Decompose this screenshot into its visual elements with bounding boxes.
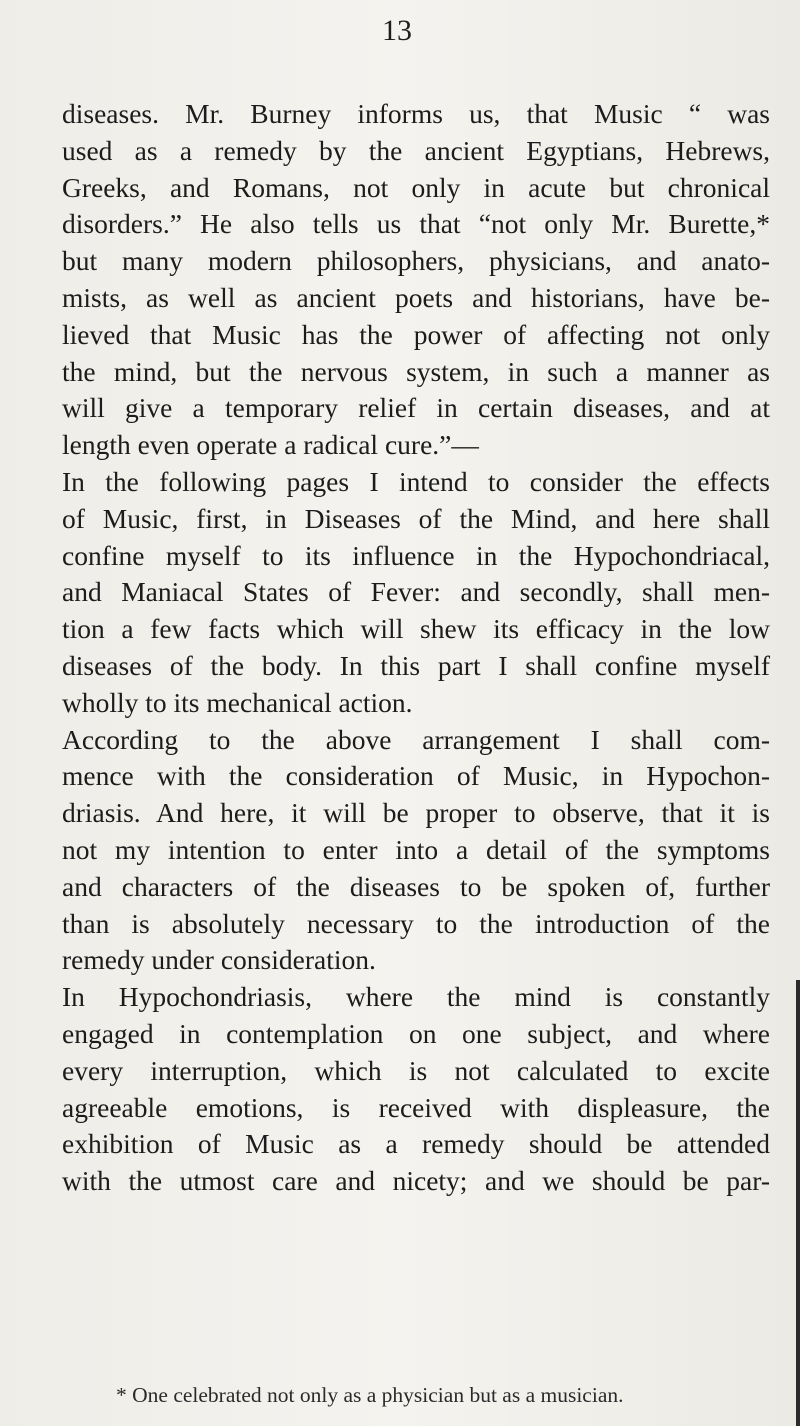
- body-text: [62, 96, 770, 1200]
- text-line: of Music, first, in Diseases of the Mind, and here shall: [62, 502, 770, 534]
- text-line: and Maniacal States of Fever: and secondly, shall men-: [62, 576, 770, 608]
- text-line: mence with the consideration of Music, in Hypochon-: [62, 760, 770, 792]
- text-line: In the following pages I intend to consider the effects: [62, 465, 770, 497]
- text-line: In Hypochondriasis, where the mind is constantly: [62, 981, 770, 1013]
- text-line: engaged in contemplation on one subject, and where: [62, 1017, 770, 1049]
- text-line: disorders.” He also tells us that “not only Mr. Burette,*: [62, 208, 770, 240]
- text-line: exhibition of Music as a remedy should be attended: [62, 1128, 770, 1160]
- page-edge-shadow: [796, 980, 800, 1426]
- footnote: * One celebrated not only as a physician but as a musician.: [116, 1383, 624, 1407]
- text-line: agreeable emotions, is received with displeasure, the: [62, 1091, 770, 1123]
- text-line: According to the above arrangement I shall com-: [62, 723, 770, 755]
- page-number: 13: [382, 14, 412, 47]
- text-line: every interruption, which is not calculated to excite: [62, 1054, 770, 1086]
- text-line: lieved that Music has the power of affecting not only: [62, 318, 770, 350]
- text-line: tion a few facts which will shew its efficacy in the low: [62, 613, 770, 645]
- text-line: length even operate a radical cure.”—: [62, 429, 479, 461]
- text-line: the mind, but the nervous system, in such a manner as: [62, 355, 770, 387]
- text-line: confine myself to its influence in the Hypochondriacal,: [62, 539, 770, 571]
- text-line: used as a remedy by the ancient Egyptians, Hebrews,: [62, 134, 770, 166]
- text-line: driasis. And here, it will be proper to observe, that it is: [62, 797, 770, 829]
- text-line: will give a temporary relief in certain diseases, and at: [62, 392, 770, 424]
- text-line: diseases. Mr. Burney informs us, that Music “ was: [62, 98, 770, 129]
- text-line: Greeks, and Romans, not only in acute but chronical: [62, 171, 770, 203]
- text-line: diseases of the body. In this part I shall confine myself: [62, 649, 770, 681]
- text-line: but many modern philosophers, physicians, and anato-: [62, 245, 770, 277]
- text-line: mists, as well as ancient poets and historians, have be-: [62, 281, 770, 313]
- text-line: than is absolutely necessary to the introduction of the: [62, 907, 770, 939]
- text-line: not my intention to enter into a detail of the symptoms: [62, 833, 770, 865]
- text-line: and characters of the diseases to be spoken of, further: [62, 870, 770, 902]
- text-line: wholly to its mechanical action.: [62, 686, 413, 718]
- text-line: with the utmost care and nicety; and we should be par-: [62, 1165, 770, 1197]
- text-line: remedy under consideration.: [62, 944, 376, 976]
